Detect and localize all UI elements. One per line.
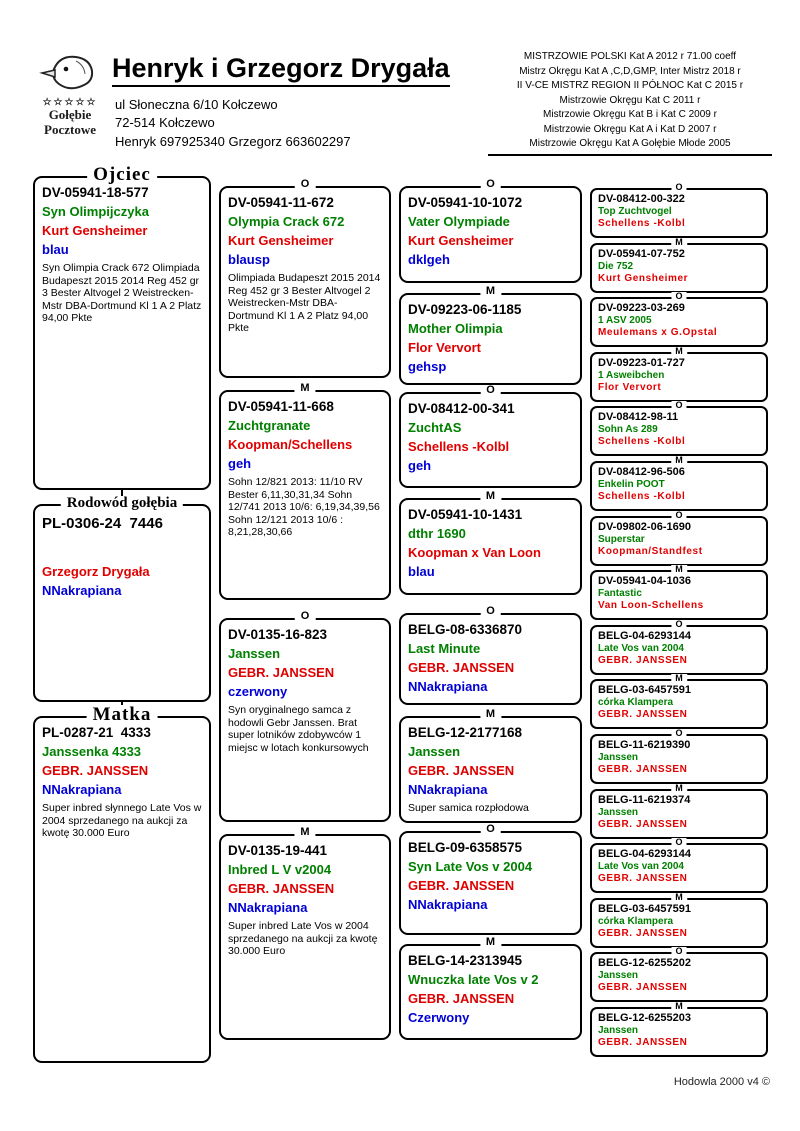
achievement-line: Mistrz Okręgu Kat A ,C,D,GMP, Inter Mistrz 2018 r	[519, 65, 741, 77]
pedigree-box-gen3-3	[399, 384, 582, 488]
sex-tag: O	[671, 620, 686, 629]
breeder-name: Schellens -Kolbl	[598, 491, 686, 502]
ring-number: BELG-09-6358575	[408, 840, 523, 855]
notes: Super inbred słynnego Late Vos w 2004 sprzedanego na aukcji za kwotę 30.000 Euro	[42, 802, 202, 840]
ring-number: BELG-12-2177168	[408, 725, 523, 740]
color-name: czerwony	[228, 684, 288, 699]
ring-number: DV-08412-00-322	[598, 193, 685, 205]
pigeon-name: Vater Olympiade	[408, 214, 510, 229]
ring-number: DV-09223-03-269	[598, 302, 685, 314]
pedigree-box-gen3-8	[399, 936, 582, 1040]
color-name: NNakrapiana	[408, 897, 488, 912]
pedigree-box-father	[33, 164, 211, 490]
color-name: dklgeh	[408, 252, 450, 267]
pedigree-box-gen3-1	[399, 178, 582, 283]
color-name: blau	[42, 242, 69, 257]
loft-logo	[28, 50, 112, 138]
breeder-name: Kurt Gensheimer	[598, 273, 689, 284]
breeder-name: Kurt Gensheimer	[228, 233, 334, 248]
breeder-name: GEBR. JANSSEN	[598, 982, 688, 993]
pedigree-box-gen4-14	[590, 892, 768, 948]
pigeon-name: Late Vos van 2004	[598, 861, 684, 872]
pigeon-name: Inbred L V v2004	[228, 862, 332, 877]
breeder-name: GEBR. JANSSEN	[598, 928, 688, 939]
color-name: NNakrapiana	[408, 679, 488, 694]
pedigree-box-gen4-16	[590, 1001, 768, 1057]
pedigree-box-gen4-10	[590, 673, 768, 729]
breeder-name: GEBR. JANSSEN	[598, 709, 688, 720]
achievement-line: Mistrzowie Okręgu Kat B i Kat C 2009 r	[543, 109, 717, 120]
color-name: NNakrapiana	[42, 782, 122, 797]
breeder-name: Grzegorz Drygała	[42, 564, 150, 579]
breeder-name: Flor Vervort	[408, 340, 481, 355]
pedigree-box-gen3-6	[399, 708, 582, 823]
breeder-name: Koopman x Van Loon	[408, 545, 541, 560]
pigeon-name: Last Minute	[408, 641, 481, 656]
ring-number: BELG-04-6293144	[598, 848, 691, 860]
ring-number: DV-05941-07-752	[598, 248, 685, 260]
pigeon-name: Top Zuchtvogel	[598, 206, 672, 217]
pigeon-name: Die 752	[598, 261, 634, 272]
father-label: Ojciec	[87, 165, 157, 184]
ring-number: DV-0135-19-441	[228, 843, 328, 858]
achievement-line: Mistrzowie Okręgu Kat A i Kat D 2007 r	[543, 123, 717, 135]
ring-number: DV-05941-18-577	[42, 185, 149, 200]
pedigree-box-gen4-1	[590, 182, 768, 238]
sex-tag: O	[671, 838, 686, 847]
ring-number: DV-05941-04-1036	[598, 575, 691, 587]
sex-tag: M	[480, 286, 501, 297]
pigeon-name: Fantastic	[598, 588, 642, 599]
sex-tag: M	[480, 491, 501, 502]
ring-number: BELG-04-6293144	[598, 630, 691, 642]
color-name: blau	[408, 564, 435, 579]
achievement-line: Mistrzowie Okręgu Kat C 2011 r	[559, 94, 701, 106]
sex-tag: M	[671, 238, 687, 247]
breeder-name: Koopman/Schellens	[228, 437, 353, 452]
pedigree-box-gen4-3	[590, 291, 768, 347]
sex-tag: M	[480, 937, 501, 948]
sex-tag: O	[480, 606, 501, 617]
logo-text-line1: Gołębie	[48, 107, 92, 122]
breeder-name: GEBR. JANSSEN	[42, 763, 149, 778]
pedigree-box-gen4-4	[590, 346, 768, 402]
pigeon-name: Janssen	[598, 1025, 639, 1036]
pigeon-name: Janssen	[598, 807, 639, 818]
logo-stars: ☆☆☆☆☆	[42, 97, 98, 108]
pigeon-name: Janssen	[598, 970, 639, 981]
pigeon-name: Sohn As 289	[598, 424, 658, 435]
pedigree-box-gen4-6	[590, 455, 768, 511]
pedigree-box-gen4-5	[590, 400, 768, 456]
achievement-line: II V-CE MISTRZ REGION II PÓŁNOC Kat C 2015 r	[516, 80, 744, 91]
pigeon-name: Wnuczka late Vos v 2	[408, 972, 539, 987]
ring-number: BELG-08-6336870	[408, 622, 523, 637]
sex-tag: O	[480, 824, 501, 835]
sex-tag: O	[671, 511, 686, 520]
address-line1: ul Słoneczna 6/10 Kołczewo	[115, 97, 278, 112]
pigeon-name: dthr 1690	[408, 526, 466, 541]
subject-label: Rodowód gołębia	[61, 496, 183, 511]
pedigree-box-gen2-1	[219, 178, 391, 378]
color-name: NNakrapiana	[228, 900, 308, 915]
color-name: NNakrapiana	[42, 583, 122, 598]
pedigree-box-gen3-5	[399, 605, 582, 705]
sex-tag: M	[294, 383, 315, 394]
pigeon-name: Janssenka 4333	[42, 744, 142, 759]
breeder-name: GEBR. JANSSEN	[408, 660, 515, 675]
ring-number: BELG-03-6457591	[598, 903, 691, 915]
breeder-name: Koopman/Standfest	[598, 546, 703, 557]
ring-number: DV-09802-06-1690	[598, 521, 691, 533]
pedigree-box-gen4-15	[590, 946, 768, 1002]
pedigree-box-gen4-8	[590, 564, 768, 620]
breeder-name: Schellens -Kolbl	[598, 436, 686, 447]
breeder-name: Kurt Gensheimer	[42, 223, 148, 238]
pedigree-box-gen4-7	[590, 510, 768, 566]
sex-tag: M	[671, 1002, 687, 1011]
sex-tag: M	[671, 674, 687, 683]
breeder-name: Schellens -Kolbl	[598, 218, 686, 229]
sex-tag: M	[671, 565, 687, 574]
breeder-name: GEBR. JANSSEN	[598, 764, 688, 775]
ring-number: DV-05941-11-672	[228, 195, 334, 210]
pigeon-name: ZuchtAS	[408, 420, 462, 435]
breeder-name: GEBR. JANSSEN	[408, 991, 515, 1006]
pigeon-name: 1 Asweibchen	[598, 370, 665, 381]
color-name: blausp	[228, 252, 270, 267]
pigeon-name: Janssen	[598, 752, 639, 763]
ring-number: DV-09223-01-727	[598, 357, 685, 369]
breeder-name: Flor Vervort	[598, 382, 662, 393]
breeder-name: Kurt Gensheimer	[408, 233, 514, 248]
notes: Olimpiada Budapeszt 2015 2014 Reg 452 gr 3 Bester Altvogel 2 Weistrecken-Mstr DBA-Dortmund Kl 1 A 2 Platz 94,00 Pkte	[228, 272, 381, 335]
notes: Syn oryginalnego samca z hodowli Gebr Janssen. Brat super lotników zdobywców 1 miejsc w lotach konkursowych	[228, 704, 369, 754]
breeder-name: GEBR. JANSSEN	[598, 655, 688, 666]
pedigree-box-gen4-13	[590, 837, 768, 893]
breeder-name: GEBR. JANSSEN	[598, 873, 688, 884]
color-name: geh	[408, 458, 432, 473]
pedigree-box-gen4-12	[590, 783, 768, 839]
sex-tag: O	[671, 947, 686, 956]
ring-number: BELG-12-6255202	[598, 957, 691, 969]
sex-tag: O	[480, 385, 501, 396]
breeder-name: GEBR. JANSSEN	[598, 819, 688, 830]
ring-number: DV-08412-98-11	[598, 411, 679, 423]
pigeon-name: 1 ASV 2005	[598, 315, 652, 326]
sex-tag: O	[295, 179, 316, 190]
mother-label: Matka	[87, 705, 158, 724]
logo-text-line2: Pocztowe	[44, 121, 96, 137]
achievement-line: Mistrzowie Okręgu Kat A Gołębie Młode 2005	[529, 138, 731, 149]
pigeon-name: Late Vos van 2004	[598, 643, 684, 654]
pedigree-box-mother	[33, 704, 211, 1063]
sex-tag: M	[671, 456, 687, 465]
sex-tag: O	[295, 611, 316, 622]
breeder-name: GEBR. JANSSEN	[228, 665, 335, 680]
sex-tag: M	[480, 709, 501, 720]
ring-number: BELG-11-6219390	[598, 739, 691, 751]
pigeon-name: Mother Olimpia	[408, 321, 503, 336]
pigeon-head-icon	[38, 50, 102, 94]
pedigree-box-gen3-7	[399, 823, 582, 935]
notes: Sohn 12/821 2013: 11/10 RV Bester 6,11,30,31,34 Sohn 12/741 2013 10/6: 6,19,34,39,56 Sohn 12/121 2013 10/6 : 8,21,28,30,66	[228, 476, 380, 539]
pigeon-name: córka Klampera	[598, 916, 674, 927]
sex-tag: M	[294, 827, 315, 838]
pigeon-name: Zuchtgranate	[228, 418, 311, 433]
pigeon-name: Olympia Crack 672	[228, 214, 345, 229]
pedigree-box-gen4-11	[590, 728, 768, 784]
sex-tag: M	[671, 347, 687, 356]
pedigree-box-subject	[33, 495, 211, 702]
pedigree-box-gen4-2	[590, 237, 768, 293]
sex-tag: O	[480, 179, 501, 190]
ring-number: DV-08412-96-506	[598, 466, 685, 478]
ring-number: BELG-03-6457591	[598, 684, 691, 696]
color-name: gehsp	[408, 359, 447, 374]
achievements-list	[488, 50, 772, 156]
breeder-name: Van Loon-Schellens	[598, 600, 704, 611]
ring-number: DV-05941-10-1431	[408, 507, 523, 522]
breeder-name: GEBR. JANSSEN	[598, 1037, 688, 1048]
pedigree-box-gen3-4	[399, 490, 582, 595]
breeder-name: GEBR. JANSSEN	[408, 878, 515, 893]
pedigree-box-gen3-2	[399, 285, 582, 385]
ring-number: DV-05941-11-668	[228, 399, 334, 414]
pigeon-name: Janssen	[408, 744, 461, 759]
color-name: Czerwony	[408, 1010, 470, 1025]
color-name: geh	[228, 456, 252, 471]
notes: Syn Olimpia Crack 672 Olimpiada Budapeszt 2015 2014 Reg 452 gr 3 Bester Altvogel 2 Weistrecken-Mstr DBA-Dortmund Kl 1 A 2 Platz 94,00 Pkte	[42, 262, 202, 325]
ring-number: BELG-11-6219374	[598, 794, 691, 806]
ring-number: DV-09223-06-1185	[408, 302, 522, 317]
sex-tag: O	[671, 401, 686, 410]
notes: Super inbred Late Vos w 2004 sprzedanego na aukcji za kwotę 30.000 Euro	[228, 920, 378, 958]
sex-tag: M	[671, 784, 687, 793]
breeder-name: Meulemans x G.Opstal	[598, 327, 718, 338]
ring-number: DV-0135-16-823	[228, 627, 328, 642]
software-credit: Hodowla 2000 v4 ©	[673, 1076, 770, 1088]
pigeon-name: Superstar	[598, 534, 645, 545]
sex-tag: O	[671, 292, 686, 301]
owner-address	[115, 96, 351, 151]
ring-number: DV-05941-10-1072	[408, 195, 523, 210]
sex-tag: M	[671, 893, 687, 902]
pigeon-name: Janssen	[228, 646, 281, 661]
color-name: NNakrapiana	[408, 782, 488, 797]
pigeon-name: Enkelin POOT	[598, 479, 665, 490]
sex-tag: O	[671, 183, 686, 192]
pedigree-box-gen2-2	[219, 382, 391, 600]
achievement-line: MISTRZOWIE POLSKI Kat A 2012 r 71.00 coeff	[523, 51, 737, 62]
sex-tag: O	[671, 729, 686, 738]
pedigree-box-gen4-9	[590, 619, 768, 675]
ring-number: DV-08412-00-341	[408, 401, 515, 416]
breeder-name: Schellens -Kolbl	[408, 439, 510, 454]
pedigree-box-gen2-4	[219, 826, 391, 1040]
page-title: Henryk i Grzegorz Drygała	[112, 53, 450, 87]
pedigree-box-gen2-3	[219, 610, 391, 822]
ring-number: PL-0287-21 4333	[42, 725, 151, 740]
address-line2: 72-514 Kołczewo	[115, 115, 215, 131]
pigeon-name: córka Klampera	[598, 697, 674, 708]
notes: Super samica rozpłodowa	[408, 802, 529, 814]
breeder-name: GEBR. JANSSEN	[408, 763, 515, 778]
ring-number: BELG-14-2313945	[408, 953, 523, 968]
ring-number: BELG-12-6255203	[598, 1012, 691, 1024]
ring-number: PL-0306-24 7446	[42, 515, 163, 532]
breeder-name: GEBR. JANSSEN	[228, 881, 335, 896]
address-line3: Henryk 697925340 Grzegorz 663602297	[115, 133, 351, 149]
pigeon-name: Syn Late Vos v 2004	[408, 859, 533, 874]
pigeon-name: Syn Olimpijczyka	[42, 204, 149, 219]
